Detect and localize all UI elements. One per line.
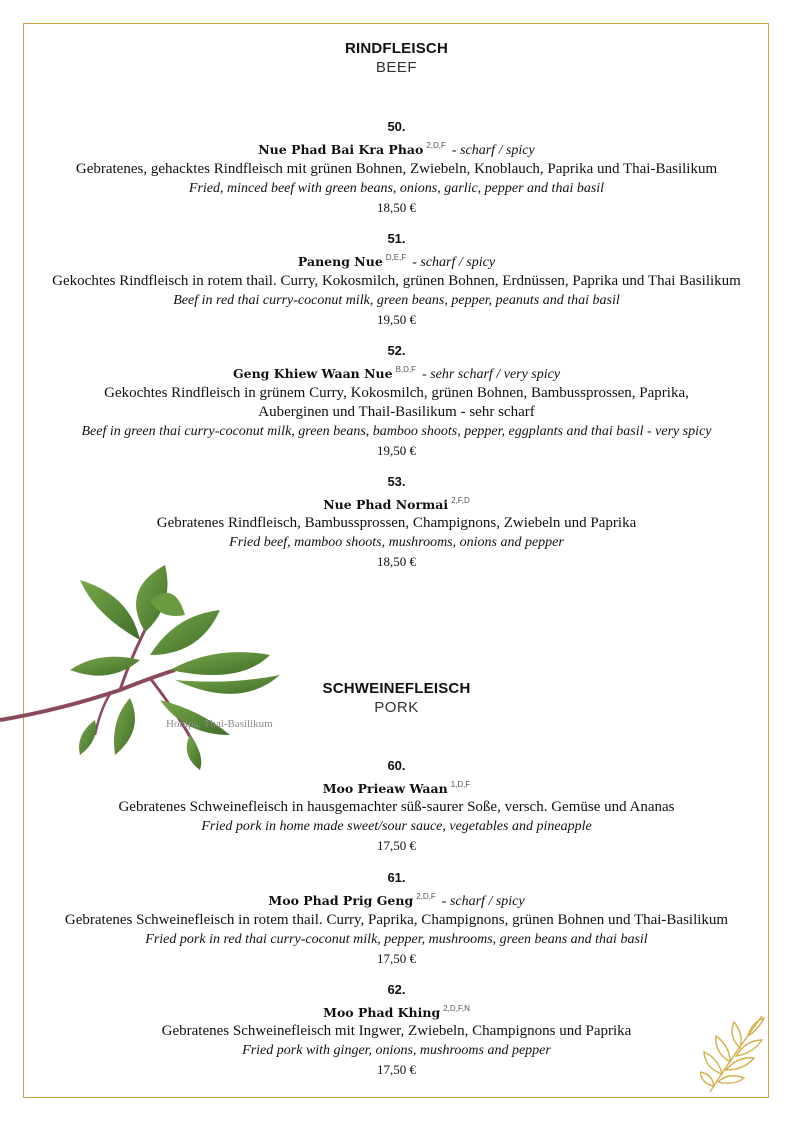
dish-61 xyxy=(0,869,793,968)
dish-number: 50. xyxy=(387,119,406,134)
section-title-de: SCHWEINEFLEISCH xyxy=(322,680,471,697)
dish-description-de: Gekochtes Rindfleisch in rotem thail. Curry, Kokosmilch, grünen Bohnen, Erdnüssen, Paprika und Thai Basilikum xyxy=(52,273,741,289)
allergen-codes: 2,D,F xyxy=(416,892,436,901)
dish-number: 60. xyxy=(387,758,406,773)
dish-description-de: Gebratenes Rindfleisch, Bambussprossen, Champignons, Zwiebeln und Paprika xyxy=(156,515,637,531)
dish-number: 52. xyxy=(387,343,406,358)
dish-price: 17,50 € xyxy=(377,1062,416,1077)
section-title-en: BEEF xyxy=(375,59,418,76)
allergen-codes: 1,D,F xyxy=(450,780,471,789)
dish-description-en: Beef in green thai curry-coconut milk, green beans, bamboo shoots, pepper, eggplants and thai basil - very spicy xyxy=(81,424,712,439)
dish-name-line xyxy=(0,360,793,384)
dish-description-en: Fried beef, mamboo shoots, mushrooms, onions and pepper xyxy=(229,535,564,550)
section-title-en: PORK xyxy=(374,699,419,716)
dish-description-de: Gebratenes Schweinefleisch in hausgemachter süß-saurer Soße, versch. Gemüse und Ananas xyxy=(118,799,675,815)
dish-price: 18,50 € xyxy=(377,200,416,215)
herb-caption: Horapa, Thai-Basilikum xyxy=(166,718,273,730)
dish-name: Geng Khiew Waan Nue xyxy=(232,366,393,381)
dish-price: 18,50 € xyxy=(377,554,416,569)
spice-level: - scharf / spicy xyxy=(412,255,496,270)
golden-leaf-branch-icon xyxy=(700,1010,768,1096)
dish-name: Moo Prieaw Waan xyxy=(322,781,448,796)
dish-name: Moo Phad Khing xyxy=(323,1005,441,1020)
dish-description-en: Fried, minced beef with green beans, onions, garlic, pepper and thai basil xyxy=(188,181,605,196)
dish-name: Nue Phad Normai xyxy=(323,497,449,512)
dish-name-line xyxy=(0,491,793,514)
dish-50 xyxy=(0,118,793,217)
dish-description-de: Gebratenes Schweinefleisch in rotem thail. Curry, Paprika, Champignons, grünen Bohnen und Thai-Basilikum xyxy=(64,912,729,928)
dish-number: 51. xyxy=(387,231,406,246)
dish-60 xyxy=(0,757,793,855)
dish-price: 19,50 € xyxy=(377,312,416,327)
dish-description-de: Gebratenes, gehacktes Rindfleisch mit grünen Bohnen, Zwiebeln, Knoblauch, Paprika und Thai-Basilikum xyxy=(75,161,718,177)
thai-basil-illustration-icon xyxy=(0,560,300,770)
dish-description-en: Fried pork in red thai curry-coconut milk, pepper, mushrooms, green beans and thai basil xyxy=(145,932,648,947)
dish-number: 53. xyxy=(387,474,406,489)
dish-51 xyxy=(0,230,793,329)
dish-number: 61. xyxy=(387,870,406,885)
allergen-codes: 2,D,F,N xyxy=(443,1004,470,1013)
allergen-codes: D,E,F xyxy=(385,253,407,262)
dish-price: 17,50 € xyxy=(377,951,416,966)
dish-name-line xyxy=(0,999,793,1022)
dish-name-line xyxy=(0,775,793,798)
dish-description-de: Gebratenes Schweinefleisch mit Ingwer, Zwiebeln, Champignons und Paprika xyxy=(161,1023,632,1039)
dish-description-en: Fried pork with ginger, onions, mushrooms and pepper xyxy=(242,1043,551,1058)
dish-name-line xyxy=(0,887,793,911)
dish-name-line xyxy=(0,248,793,272)
dish-name: Moo Phad Prig Geng xyxy=(268,893,414,908)
allergen-codes: B,D,F xyxy=(395,365,417,374)
spice-level: - scharf / spicy xyxy=(451,143,535,158)
section-title-beef xyxy=(0,39,793,77)
dish-number: 62. xyxy=(387,982,406,997)
allergen-codes: 2,D,F xyxy=(426,141,446,150)
dish-53 xyxy=(0,473,793,571)
section-title-de: RINDFLEISCH xyxy=(344,40,449,57)
dish-name: Paneng Nue xyxy=(297,254,383,269)
dish-description-de: Gekochtes Rindfleisch in grünem Curry, Kokosmilch, grünen Bohnen, Bambussprossen, Paprika, xyxy=(104,385,689,401)
dish-description-en: Beef in red thai curry-coconut milk, green beans, pepper, peanuts and thai basil xyxy=(173,293,620,308)
dish-price: 17,50 € xyxy=(377,838,416,853)
dish-52 xyxy=(0,342,793,460)
dish-62 xyxy=(0,981,793,1079)
dish-description-en: Fried pork in home made sweet/sour sauce, vegetables and pineapple xyxy=(201,819,592,834)
dish-name: Nue Phad Bai Kra Phao xyxy=(258,142,424,157)
dish-description-de-line2: Auberginen und Thail-Basilikum - sehr scharf xyxy=(258,404,535,420)
spice-level: - scharf / spicy xyxy=(441,894,525,909)
dish-name-line xyxy=(0,136,793,160)
dish-price: 19,50 € xyxy=(377,443,416,458)
spice-level: - sehr scharf / very spicy xyxy=(422,367,561,382)
allergen-codes: 2,F,D xyxy=(451,496,470,505)
